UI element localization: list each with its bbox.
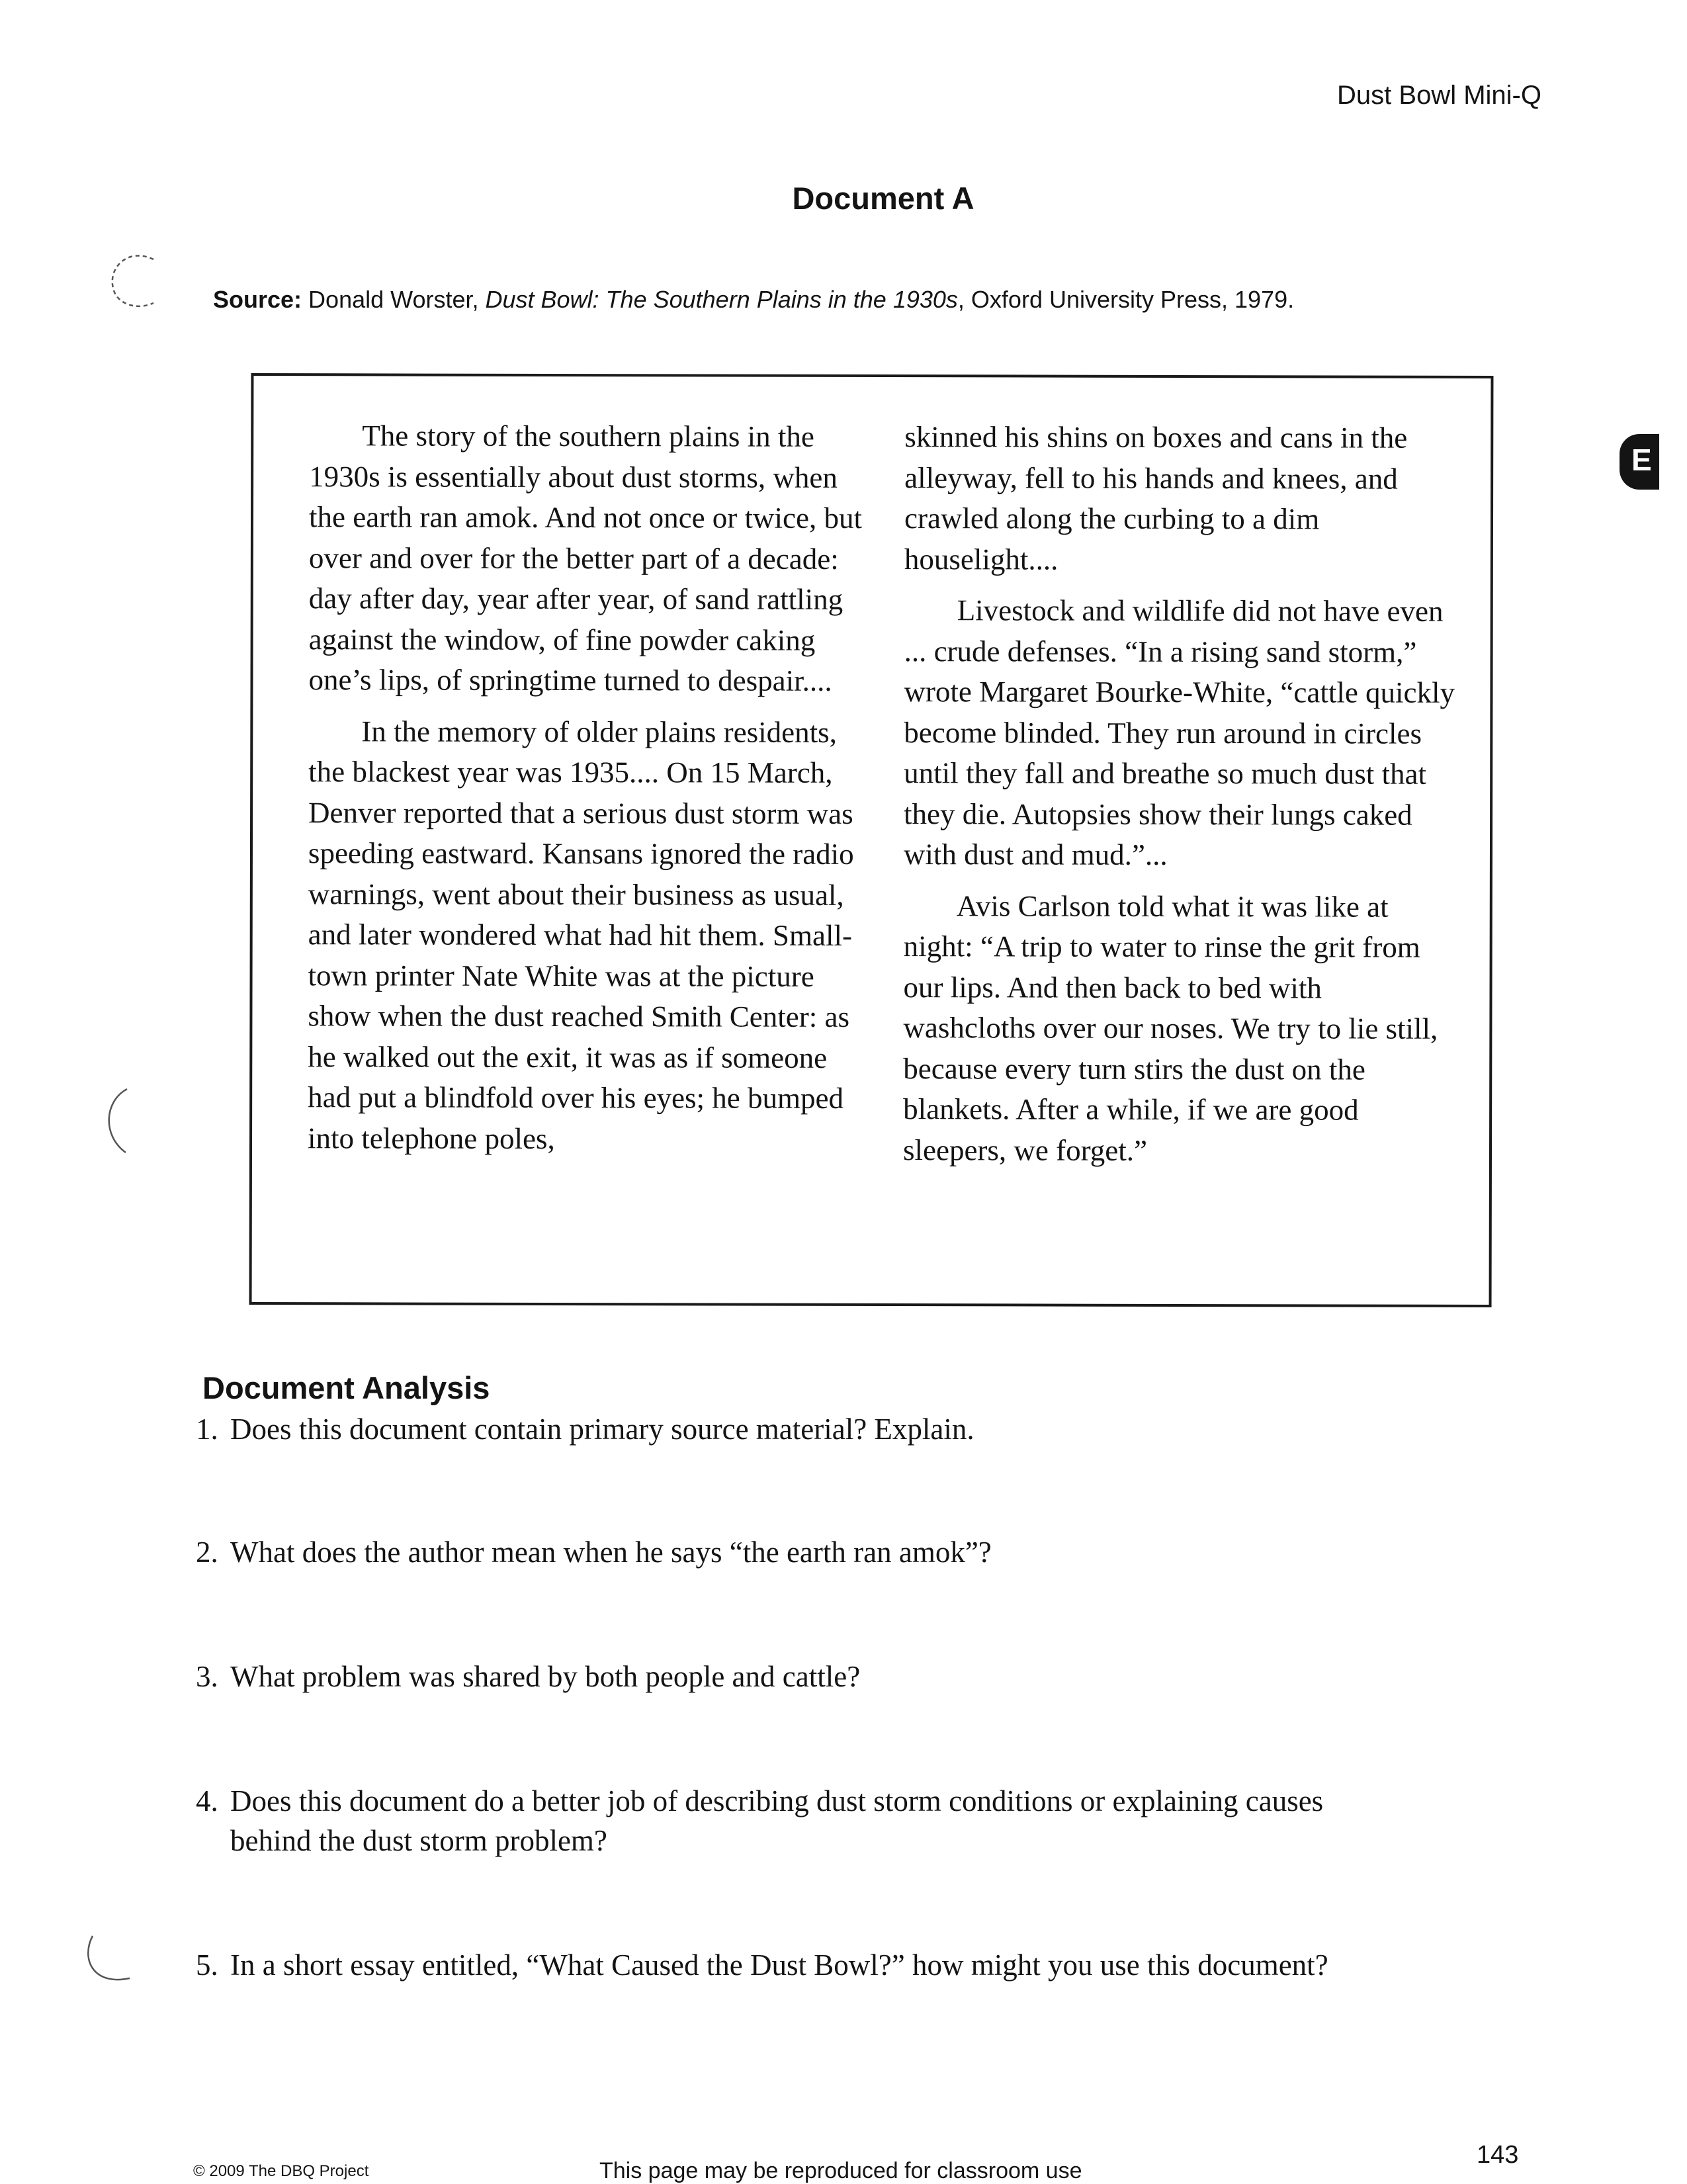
excerpt-left-column — [308, 415, 865, 1170]
source-citation — [213, 286, 1294, 314]
excerpt-right-column — [903, 417, 1460, 1182]
analysis-question — [196, 1657, 1486, 1696]
question-text: Does this document contain primary source material? Explain. — [230, 1413, 974, 1446]
section-tab-letter: E — [1631, 443, 1652, 477]
analysis-heading: Document Analysis — [202, 1370, 490, 1405]
copyright-notice: © 2009 The DBQ Project — [193, 2162, 369, 2180]
analysis-question — [196, 1409, 1486, 1449]
source-book-title: Dust Bowl: The Southern Plains in the 1930s — [485, 286, 958, 313]
question-text: What problem was shared by both people and cattle? — [230, 1660, 861, 1693]
question-text: In a short essay entitled, “What Caused the Dust Bowl?” how might you use this document? — [230, 1948, 1328, 1982]
excerpt-paragraph: skinned his shins on boxes and cans in the alleyway, fell to his hands and knees, and crawled along the curbing to a dim houselight.... — [904, 420, 1408, 576]
excerpt-paragraph: Livestock and wildlife did not have even ... crude defenses. “In a rising sand storm,” wrote Margaret Bourke-White, “cattle quickly become blinded. They run around in circles until they fall and breathe so much dust that they die. Autopsies show their lungs caked with dust and mud.”... — [903, 593, 1455, 871]
analysis-question — [196, 1532, 1486, 1572]
excerpt-box — [249, 373, 1494, 1307]
question-number: 1. — [196, 1413, 218, 1446]
question-number: 2. — [196, 1536, 218, 1569]
source-label: Source: — [213, 286, 302, 313]
page-number: 143 — [1477, 2141, 1519, 2169]
excerpt-paragraph: The story of the southern plains in the 1930s is essentially about dust storms, when the earth ran amok. And not once or twice, but over and over for the better part of a decade: day after day, year after year, of sand rattling against the window, of fine powder caking one’s lips, of springtime turned to despair.... — [308, 419, 863, 697]
question-number: 4. — [196, 1784, 218, 1817]
question-number: 5. — [196, 1948, 218, 1982]
punch-hole-bottom — [73, 1925, 146, 1998]
punch-hole-middle — [93, 1085, 159, 1158]
source-author: Donald Worster, — [302, 286, 486, 313]
question-continuation: behind the dust storm problem? — [230, 1824, 607, 1857]
analysis-question — [196, 1945, 1486, 1985]
question-text: Does this document do a better job of describing dust storm conditions or explaining causes — [230, 1784, 1324, 1817]
source-publisher: , Oxford University Press, 1979. — [957, 286, 1295, 313]
analysis-question — [196, 1781, 1486, 1860]
header-label: Dust Bowl Mini-Q — [1337, 81, 1541, 110]
punch-hole-top — [99, 245, 172, 318]
document-title: Document A — [792, 181, 974, 216]
reproduce-note: This page may be reproduced for classroom use — [599, 2158, 1082, 2183]
excerpt-paragraph: Avis Carlson told what it was like at night: “A trip to water to rinse the grit from our lips. And then back to bed with washcloths over our noses. We try to lie still, because every turn stirs the dust on the blankets. After a while, if we are good sleepers, we forget.” — [902, 889, 1438, 1167]
section-tab — [1620, 434, 1659, 490]
excerpt-paragraph: In the memory of older plains residents, the blackest year was 1935.... On 15 March, Denver reported that a serious dust storm was speeding eastward. Kansans ignored the radio warnings, went about their business as usual, and later wondered what had hit them. Small-town printer Nate White was at the picture show when the dust reached Smith Center: as he walked out the exit, it was as if someone had put a blindfold over his eyes; he bumped into telephone poles, — [308, 714, 854, 1155]
question-text: What does the author mean when he says “the earth ran amok”? — [230, 1536, 992, 1569]
question-number: 3. — [196, 1660, 218, 1693]
